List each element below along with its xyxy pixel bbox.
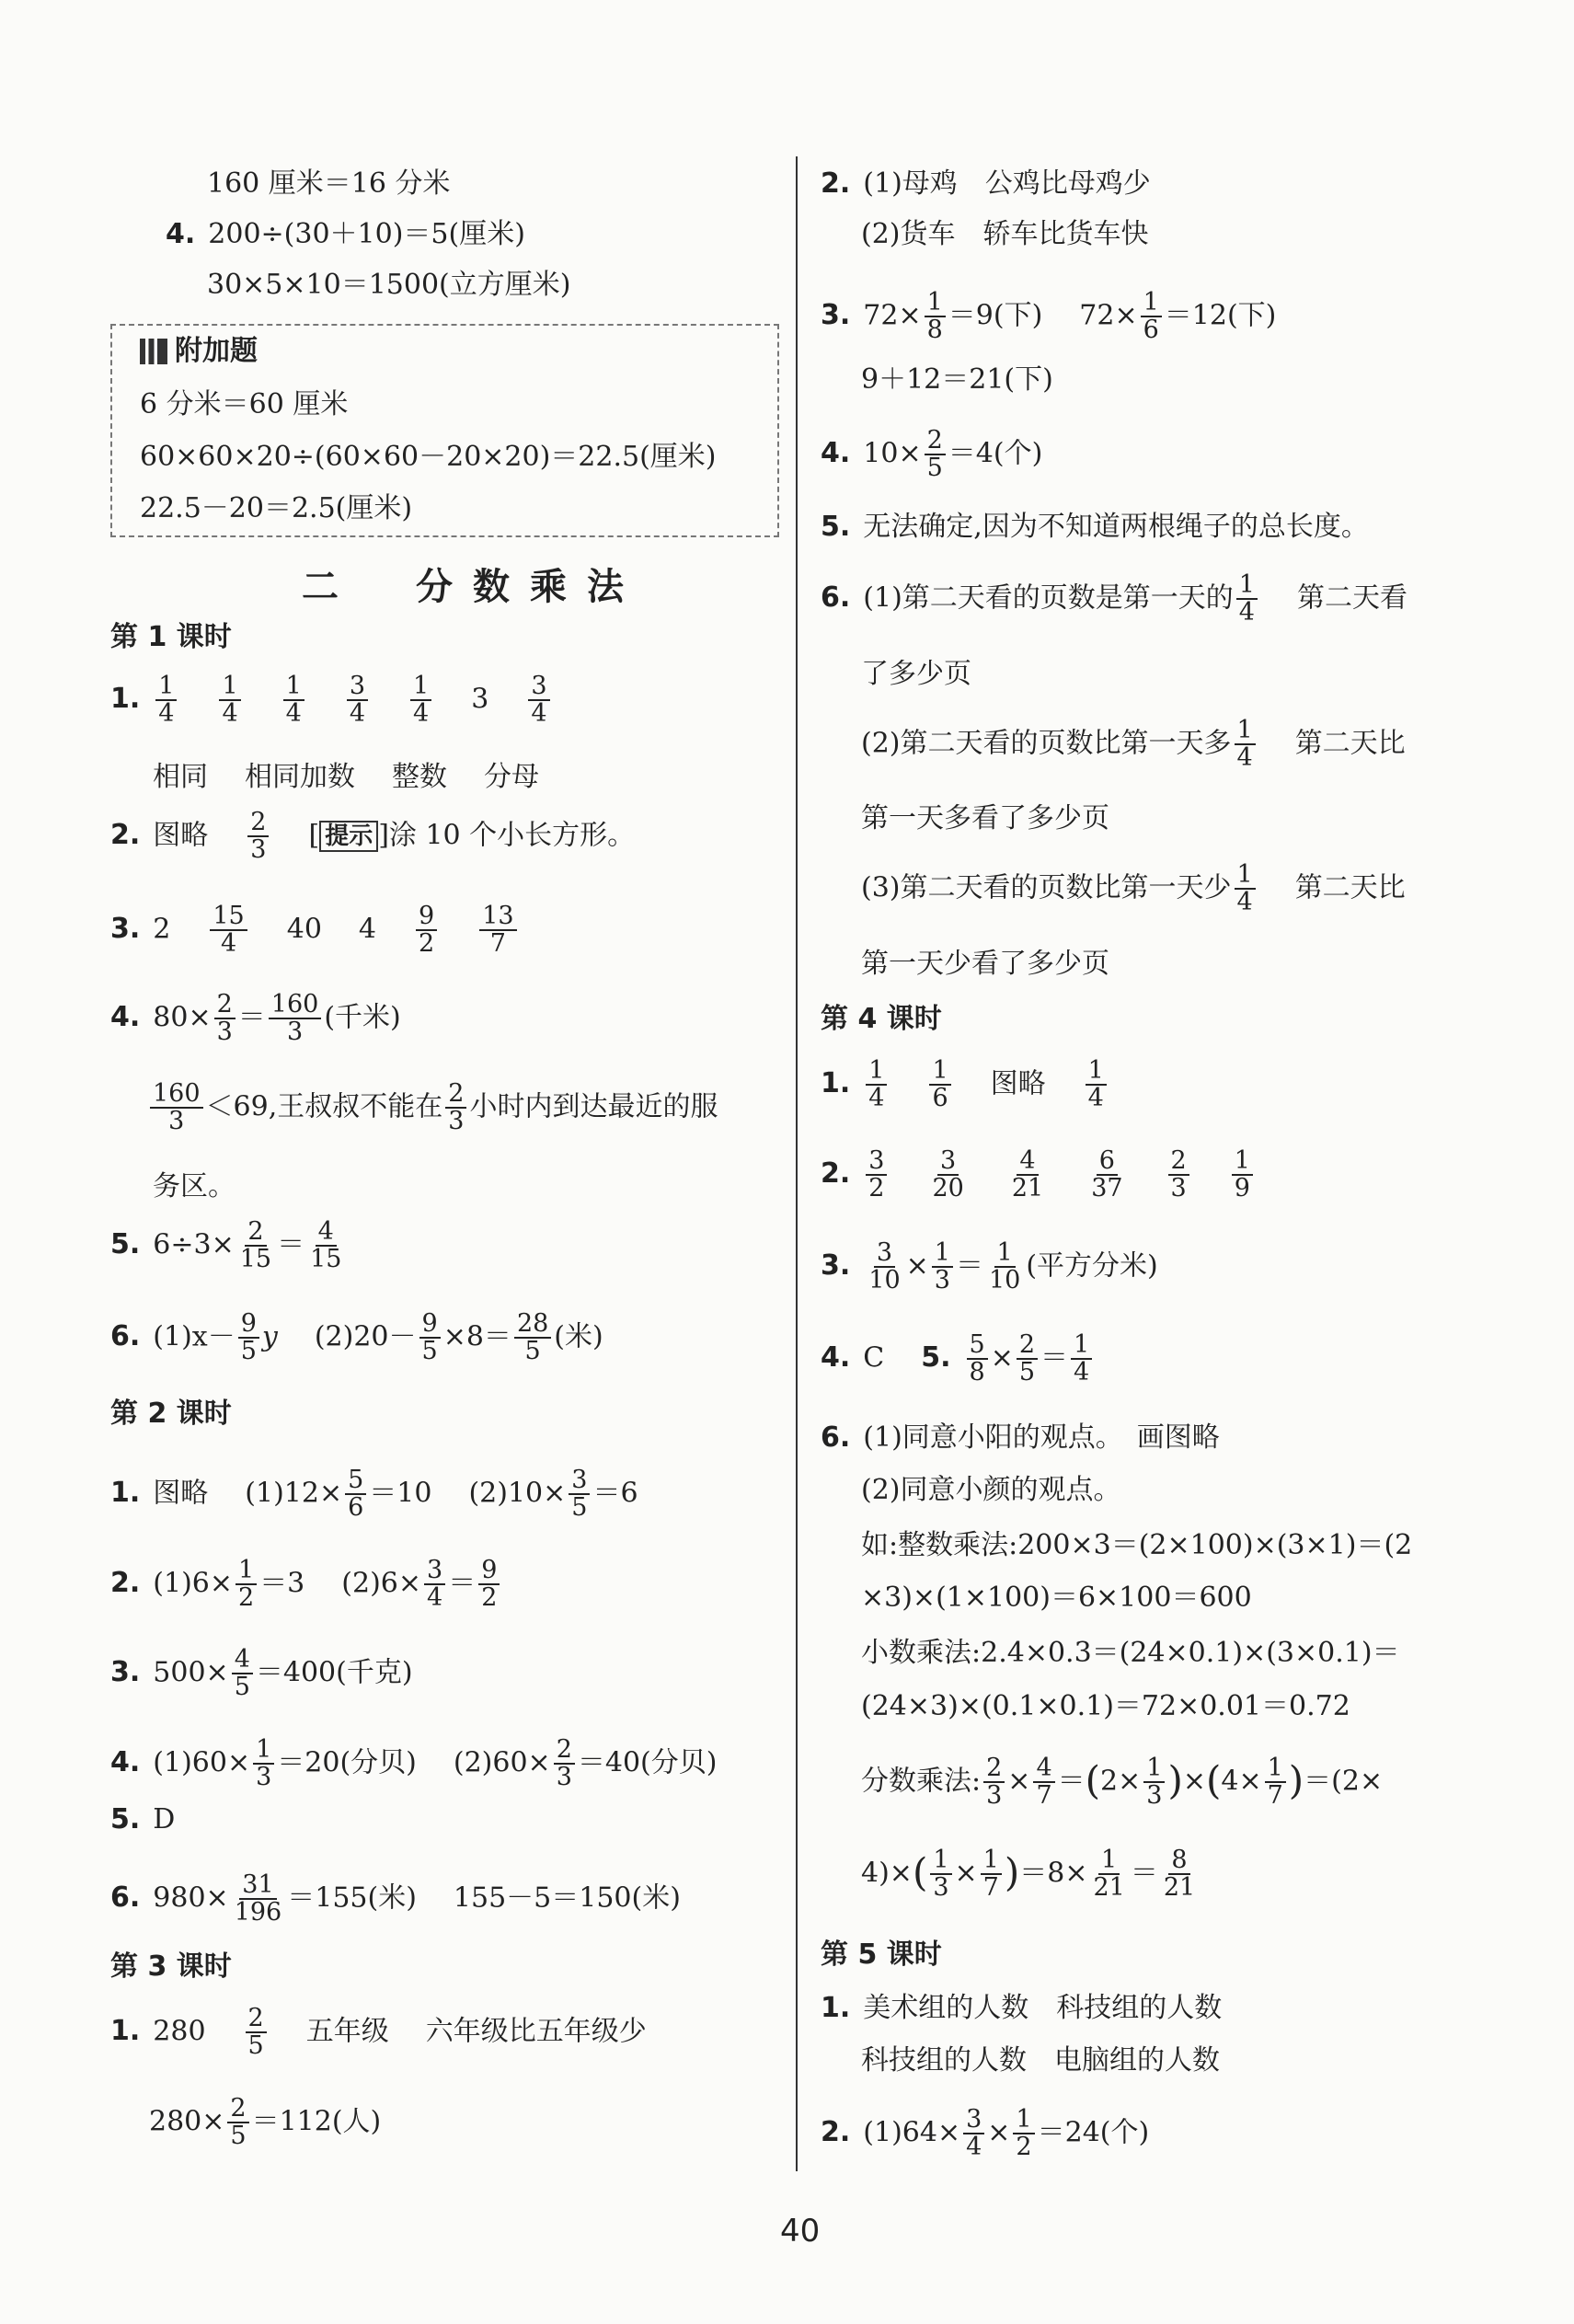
bookmark-icon xyxy=(140,339,167,364)
answer-line: 科技组的人数 电脑组的人数 xyxy=(861,2044,1220,2077)
question-2: 2. (1)6× $\frac{1}{2}$ ＝3 (2)6× $\frac{3}{4}$ ＝ $\frac{9}{2}$ xyxy=(110,1558,502,1612)
question-6: 6. (1)x－ $\frac{9}{5}$ y (2)20－ $\frac{9}{5}$ ×8＝ $\frac{28}{5}$ (米) xyxy=(110,1309,603,1366)
lesson-title: 第 1 课时 xyxy=(110,621,232,653)
answer-line: 第一天多看了多少页 xyxy=(861,802,1109,834)
answer-line: 第一天少看了多少页 xyxy=(861,948,1109,980)
question-1: 1. $\frac{1}{4}$ $\frac{1}{4}$ $\frac{1}{4}$ $\frac{3}{4}$ $\frac{1}{4}$ 3 $\frac{3}{4}$ xyxy=(110,673,553,728)
answer-line: 280× $\frac{2}{5}$ ＝112(人) xyxy=(149,2094,382,2151)
question-3: 3. $\frac{3}{10}$ × $\frac{1}{3}$ ＝ $\frac{1}{10}$ (平方分米) xyxy=(821,1238,1158,1295)
question-2: 2. 图略 $\frac{2}{3}$ [ 提示 ]涂 10 个小长方形。 xyxy=(110,808,636,865)
question-3: 3. 2 $\frac{15}{4}$ 40 4 $\frac{9}{2}$ $\frac{13}{7}$ xyxy=(110,903,520,958)
extra-question-title: 附加题 xyxy=(140,338,258,365)
answer-line: 30×5×10＝1500(立方厘米) xyxy=(207,269,571,301)
question-1: 1. 美术组的人数 科技组的人数 xyxy=(821,1992,1223,2024)
page-number: 40 xyxy=(780,2213,821,2249)
extra-line: 60×60×20÷(60×60－20×20)＝22.5(厘米) xyxy=(140,441,717,473)
extra-line: 22.5－20＝2.5(厘米) xyxy=(140,492,413,524)
question-2: 2. $\frac{3}{2}$ $\frac{3}{20}$ $\frac{4}{21}$ $\frac{6}{37}$ $\frac{2}{3}$ $\frac{1}{9}$ xyxy=(821,1148,1256,1202)
question-5: 5. 6÷3× $\frac{2}{15}$ ＝ $\frac{4}{15}$ xyxy=(110,1217,342,1274)
question-4: 4. (1)60× $\frac{1}{3}$ ＝20(分贝) (2)60× $\frac{2}{3}$ ＝40(分贝) xyxy=(110,1735,718,1792)
question-6: 6. 980× $\frac{31}{196}$ ＝155(米) 155－5＝150(米) xyxy=(110,1870,681,1927)
extra-line: 6 分米＝60 厘米 xyxy=(140,388,349,420)
answer-line: 4. 200÷(30＋10)＝5(厘米) xyxy=(166,218,525,250)
answer-line: 小数乘法:2.4×0.3＝(24×0.1)×(3×0.1)＝ xyxy=(861,1637,1400,1669)
answer-line: (2)同意小颜的观点。 xyxy=(861,1474,1121,1506)
answer-line: 4)×( $\frac{1}{3}$ × $\frac{1}{7}$ )＝8× $\frac{1}{21}$ ＝ $\frac{8}{21}$ xyxy=(861,1846,1196,1903)
lesson-title: 第 5 课时 xyxy=(821,1939,942,1971)
column-divider xyxy=(796,156,798,2171)
question-2: 2. (1)64× $\frac{3}{4}$ × $\frac{1}{2}$ ＝24(个) xyxy=(821,2105,1150,2162)
answer-line: (3)第二天看的页数比第一天少 $\frac{1}{4}$ 第二天比 xyxy=(861,860,1406,917)
answer-line: 相同 相同加数 整数 分母 xyxy=(153,761,539,793)
lesson-title: 第 4 课时 xyxy=(821,1003,942,1035)
lesson-title: 第 2 课时 xyxy=(110,1398,232,1430)
answer-line: 9＋12＝21(下) xyxy=(861,363,1053,396)
question-1: 1. 280 $\frac{2}{5}$ 五年级 六年级比五年级少 xyxy=(110,2004,647,2061)
question-3: 3. 500× $\frac{4}{5}$ ＝400(千克) xyxy=(110,1645,413,1702)
answer-line: (2)货车 轿车比货车快 xyxy=(861,218,1149,250)
answer-line: 了多少页 xyxy=(861,658,971,690)
answer-line: 务区。 xyxy=(153,1170,236,1202)
answer-line: 分数乘法: $\frac{2}{3}$ × $\frac{4}{7}$ ＝(2× $\frac{1}{3}$ )×(4× $\frac{1}{7}$ )＝(2× xyxy=(861,1754,1384,1811)
question-1: 1. 图略 (1)12× $\frac{5}{6}$ ＝10 (2)10× $\frac{3}{5}$ ＝6 xyxy=(110,1466,638,1523)
question-6: 6. (1)同意小阳的观点。 画图略 xyxy=(821,1421,1220,1454)
answer-line: (24×3)×(0.1×0.1)＝72×0.01＝0.72 xyxy=(861,1690,1350,1722)
answer-line: ×3)×(1×100)＝6×100＝600 xyxy=(861,1582,1252,1614)
question-5: 5. D xyxy=(110,1803,176,1835)
question-4-5: 4. C 5. $\frac{5}{8}$ × $\frac{2}{5}$ ＝ $\frac{1}{4}$ xyxy=(821,1332,1095,1386)
answer-line: (2)第二天看的页数比第一天多 $\frac{1}{4}$ 第二天比 xyxy=(861,716,1406,773)
question-3: 3. 72× $\frac{1}{8}$ ＝9(下) 72× $\frac{1}{6}$ ＝12(下) xyxy=(821,288,1277,345)
question-6: 6. (1)第二天看的页数是第一天的 $\frac{1}{4}$ 第二天看 xyxy=(821,570,1407,627)
question-1: 1. $\frac{1}{4}$ $\frac{1}{6}$ 图略 $\frac{1}{4}$ xyxy=(821,1058,1109,1112)
question-5: 5. 无法确定,因为不知道两根绳子的总长度。 xyxy=(821,511,1369,543)
answer-line: 160 厘米＝16 分米 xyxy=(207,167,451,200)
question-2: 2. (1)母鸡 公鸡比母鸡少 xyxy=(821,167,1151,200)
chapter-title: 二 分数乘法 xyxy=(302,566,644,608)
question-4: 4. 10× $\frac{2}{5}$ ＝4(个) xyxy=(821,426,1043,483)
answer-line: 如:整数乘法:200×3＝(2×100)×(3×1)＝(2 xyxy=(861,1529,1413,1561)
lesson-title: 第 3 课时 xyxy=(110,1950,232,1983)
question-4: 4. 80× $\frac{2}{3}$ ＝ $\frac{160}{3}$ (千米) xyxy=(110,990,401,1047)
hint-tag: 提示 xyxy=(319,821,378,852)
answer-line: $\frac{160}{3}$ ＜69,王叔叔不能在 $\frac{2}{3}$ 小时内到达最近的服 xyxy=(147,1081,718,1135)
